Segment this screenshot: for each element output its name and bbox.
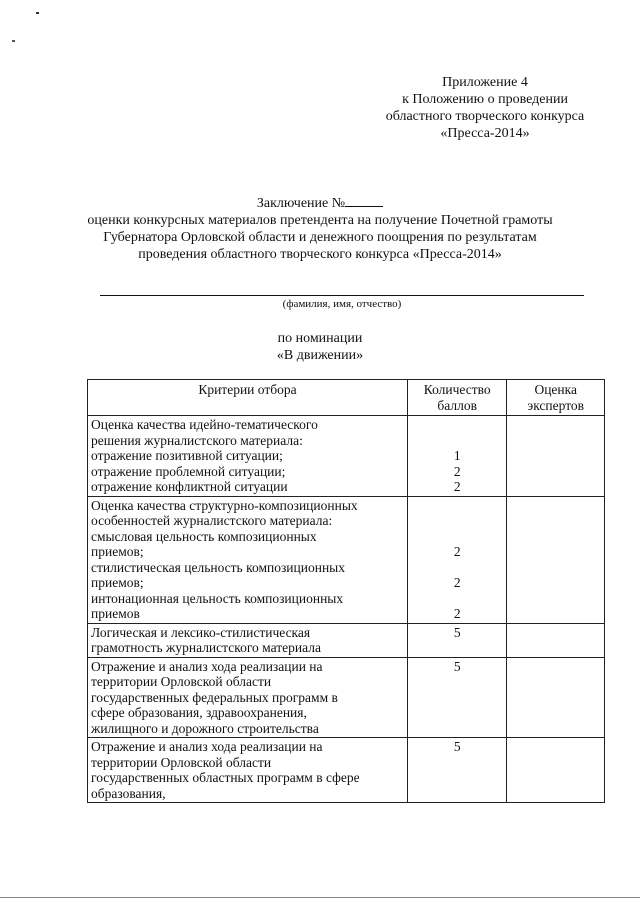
- expert-score-cell[interactable]: [507, 657, 605, 738]
- conclusion-title-row: [20, 194, 620, 212]
- header-points: [407, 380, 507, 416]
- criteria-text-line: Отражение и анализ хода реализации на: [91, 658, 323, 674]
- table-row: [88, 496, 605, 623]
- criteria-text-line: решения журналистского материала:: [91, 432, 303, 448]
- criteria-text-line: государственных федеральных программ в: [91, 689, 338, 705]
- criteria-text-line: Логическая и лексико-стилистическая: [91, 624, 311, 640]
- appendix-line: «Пресса-2014»: [440, 126, 530, 141]
- scan-speck: [36, 12, 39, 14]
- points-cell: [407, 738, 507, 803]
- criteria-text-line: отражение конфликтной ситуации: [91, 479, 288, 494]
- criteria-text-line: образования,: [91, 785, 166, 801]
- scan-speck: [12, 40, 15, 42]
- criteria-text-line: жилищного и дорожного строительства: [91, 720, 319, 736]
- table-row: [88, 657, 605, 738]
- header-expert: [507, 380, 605, 416]
- header-criteria: Критерии отбора: [88, 380, 408, 416]
- criteria-text-line: смысловая цельность композиционных: [91, 528, 317, 544]
- header-points-line: баллов: [437, 397, 477, 413]
- points-cell: [407, 496, 507, 623]
- header-points-line: Количество: [423, 382, 491, 397]
- conclusion-title: Заключение №: [256, 196, 346, 211]
- criteria-cell: [88, 657, 408, 738]
- appendix-header: [355, 74, 615, 142]
- points-value: 5: [453, 658, 461, 674]
- criteria-cell: [88, 496, 408, 623]
- criteria-text-line: особенностей журналистского материала:: [91, 513, 333, 528]
- criteria-text-line: Отражение и анализ хода реализации на: [91, 739, 323, 754]
- number-blank: [345, 194, 383, 207]
- nomination-label: по номинации: [277, 331, 363, 346]
- criteria-text-line: приемов;: [91, 575, 144, 590]
- name-caption: (фамилия, имя, отчество): [282, 298, 402, 310]
- criteria-text-line: отражение позитивной ситуации;: [91, 448, 283, 463]
- points-value: 5: [453, 739, 461, 754]
- points-value: 2: [453, 544, 461, 559]
- name-blank-line: [100, 295, 584, 296]
- criteria-text-line: Оценка качества идейно-тематического: [91, 417, 318, 432]
- appendix-line: областного творческого конкурса: [385, 109, 585, 124]
- criteria-text-line: приемов: [91, 606, 140, 621]
- header-expert-line: Оценка: [534, 382, 577, 397]
- criteria-cell: [88, 416, 408, 497]
- criteria-text-line: интонационная цельность композиционных: [91, 590, 344, 606]
- appendix-line: к Положению о проведении: [402, 92, 568, 107]
- conclusion-line: Губернатора Орловской области и денежного поощрения по результатам: [103, 230, 537, 245]
- criteria-text-line: сфере образования, здравоохранения,: [91, 705, 307, 720]
- expert-score-cell[interactable]: [507, 416, 605, 497]
- points-cell: [407, 623, 507, 657]
- criteria-text-line: Оценка качества структурно-композиционных: [91, 497, 358, 513]
- expert-score-cell[interactable]: [507, 738, 605, 803]
- nomination: [150, 330, 490, 364]
- header-expert-line: экспертов: [527, 397, 585, 413]
- criteria-text-line: государственных областных программ в сфере: [91, 770, 360, 785]
- table-row: [88, 416, 605, 497]
- points-cell: [407, 416, 507, 497]
- points-value: 2: [453, 575, 461, 590]
- points-cell: [407, 657, 507, 738]
- criteria-text-line: грамотность журналистского материала: [91, 640, 321, 655]
- conclusion-heading: [20, 194, 620, 263]
- criteria-cell: [88, 623, 408, 657]
- points-value: 1: [453, 448, 461, 463]
- expert-score-cell[interactable]: [507, 623, 605, 657]
- points-value: 5: [453, 624, 461, 640]
- criteria-text-line: территории Орловской области: [91, 674, 272, 689]
- criteria-cell: [88, 738, 408, 803]
- table-row: [88, 738, 605, 803]
- table-header-row: [88, 380, 605, 416]
- table-row: [88, 623, 605, 657]
- expert-score-cell[interactable]: [507, 496, 605, 623]
- appendix-line: Приложение 4: [442, 75, 528, 90]
- points-value: 2: [453, 479, 461, 494]
- page-bottom-edge: [0, 897, 640, 898]
- criteria-text-line: отражение проблемной ситуации;: [91, 463, 286, 479]
- criteria-text-line: территории Орловской области: [91, 754, 272, 770]
- points-value: 2: [453, 463, 461, 479]
- criteria-text-line: приемов;: [91, 544, 144, 559]
- nomination-title: «В движении»: [276, 348, 364, 363]
- criteria-table: [87, 379, 605, 803]
- criteria-text-line: стилистическая цельность композиционных: [91, 559, 345, 575]
- points-value: 2: [453, 606, 461, 621]
- conclusion-line: оценки конкурсных материалов претендента на получение Почетной грамоты: [87, 213, 553, 228]
- conclusion-line: проведения областного творческого конкурса «Пресса-2014»: [138, 247, 502, 262]
